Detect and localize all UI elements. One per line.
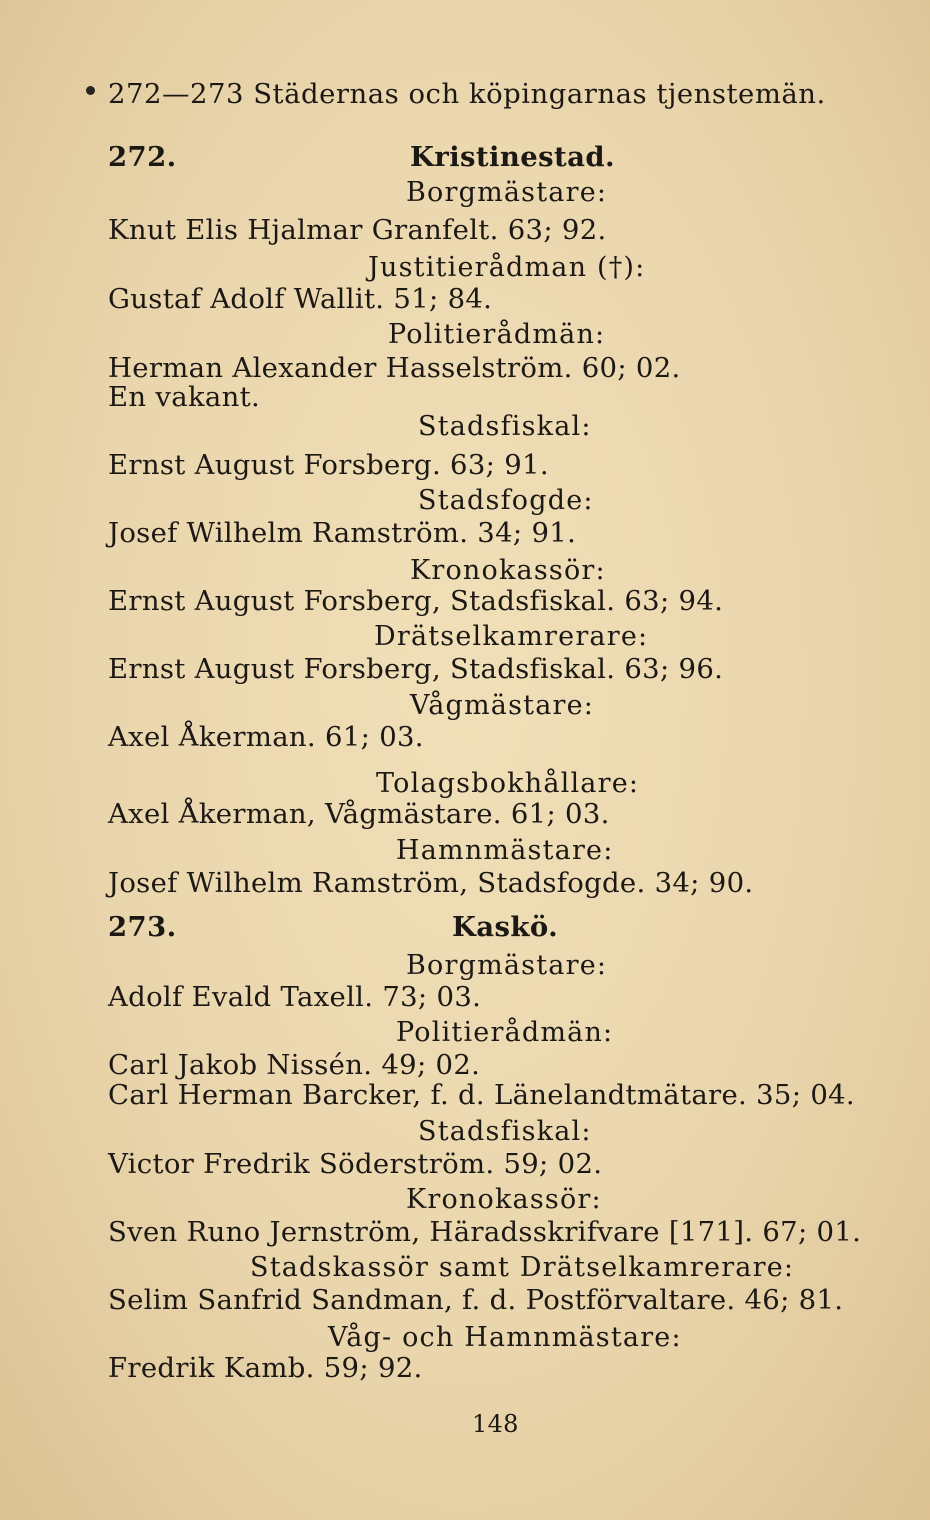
official-entry: Knut Elis Hjalmar Granfelt. 63; 92. bbox=[108, 214, 607, 246]
official-entry: Sven Runo Jernström, Häradsskrifvare [171]. 67; 01. bbox=[108, 1216, 862, 1248]
official-entry: Adolf Evald Taxell. 73; 03. bbox=[108, 981, 482, 1013]
official-entry: Selim Sanfrid Sandman, f. d. Postförvaltare. 46; 81. bbox=[108, 1284, 844, 1316]
office-heading: Stadsfogde: bbox=[418, 485, 594, 516]
office-heading: Stadsfiskal: bbox=[418, 1116, 592, 1147]
office-heading: Drätselkamrerare: bbox=[374, 621, 649, 652]
official-entry: Ernst August Forsberg, Stadsfiskal. 63; 94. bbox=[108, 585, 724, 617]
office-heading: Stadskassör samt Drätselkamrerare: bbox=[250, 1252, 795, 1283]
official-entry: Ernst August Forsberg, Stadsfiskal. 63; 96. bbox=[108, 653, 724, 685]
office-heading: Tolagsbokhållare: bbox=[376, 768, 640, 799]
office-heading: Hamnmästare: bbox=[396, 835, 614, 866]
official-entry: Herman Alexander Hasselström. 60; 02. bbox=[108, 352, 681, 384]
running-header: 272—273 Städernas och köpingarnas tjenstemän. bbox=[108, 78, 826, 110]
office-heading: Politierådmän: bbox=[396, 1017, 614, 1048]
office-heading: Våg- och Hamnmästare: bbox=[328, 1322, 682, 1353]
office-heading: Stadsfiskal: bbox=[418, 411, 592, 442]
town-title: Kristinestad. bbox=[410, 141, 615, 173]
official-entry: Ernst August Forsberg. 63; 91. bbox=[108, 449, 549, 481]
office-heading: Vågmästare: bbox=[410, 690, 595, 721]
official-entry: Carl Jakob Nissén. 49; 02. bbox=[108, 1049, 481, 1081]
office-heading: Kronokassör: bbox=[410, 555, 606, 586]
official-entry: Axel Åkerman. 61; 03. bbox=[108, 721, 424, 753]
section-number: 273. bbox=[108, 911, 177, 943]
official-entry: Gustaf Adolf Wallit. 51; 84. bbox=[108, 283, 493, 315]
official-entry: Victor Fredrik Söderström. 59; 02. bbox=[108, 1148, 603, 1180]
official-entry: Carl Herman Barcker, f. d. Länelandtmätare. 35; 04. bbox=[108, 1079, 855, 1111]
official-entry: Josef Wilhelm Ramström, Stadsfogde. 34; 90. bbox=[108, 867, 754, 899]
official-entry: En vakant. bbox=[108, 381, 261, 413]
official-entry: Axel Åkerman, Vågmästare. 61; 03. bbox=[108, 798, 610, 830]
official-entry: Fredrik Kamb. 59; 92. bbox=[108, 1352, 423, 1384]
office-heading: Kronokassör: bbox=[406, 1184, 602, 1215]
office-heading: Justitierådman (†): bbox=[368, 252, 646, 283]
official-entry: Josef Wilhelm Ramström. 34; 91. bbox=[108, 517, 577, 549]
office-heading: Borgmästare: bbox=[406, 177, 608, 208]
section-number: 272. bbox=[108, 141, 177, 173]
town-title: Kaskö. bbox=[452, 911, 559, 943]
office-heading: Politierådmän: bbox=[388, 319, 606, 350]
bullet-mark bbox=[86, 86, 95, 95]
page-number: 148 bbox=[472, 1410, 519, 1438]
office-heading: Borgmästare: bbox=[406, 950, 608, 981]
